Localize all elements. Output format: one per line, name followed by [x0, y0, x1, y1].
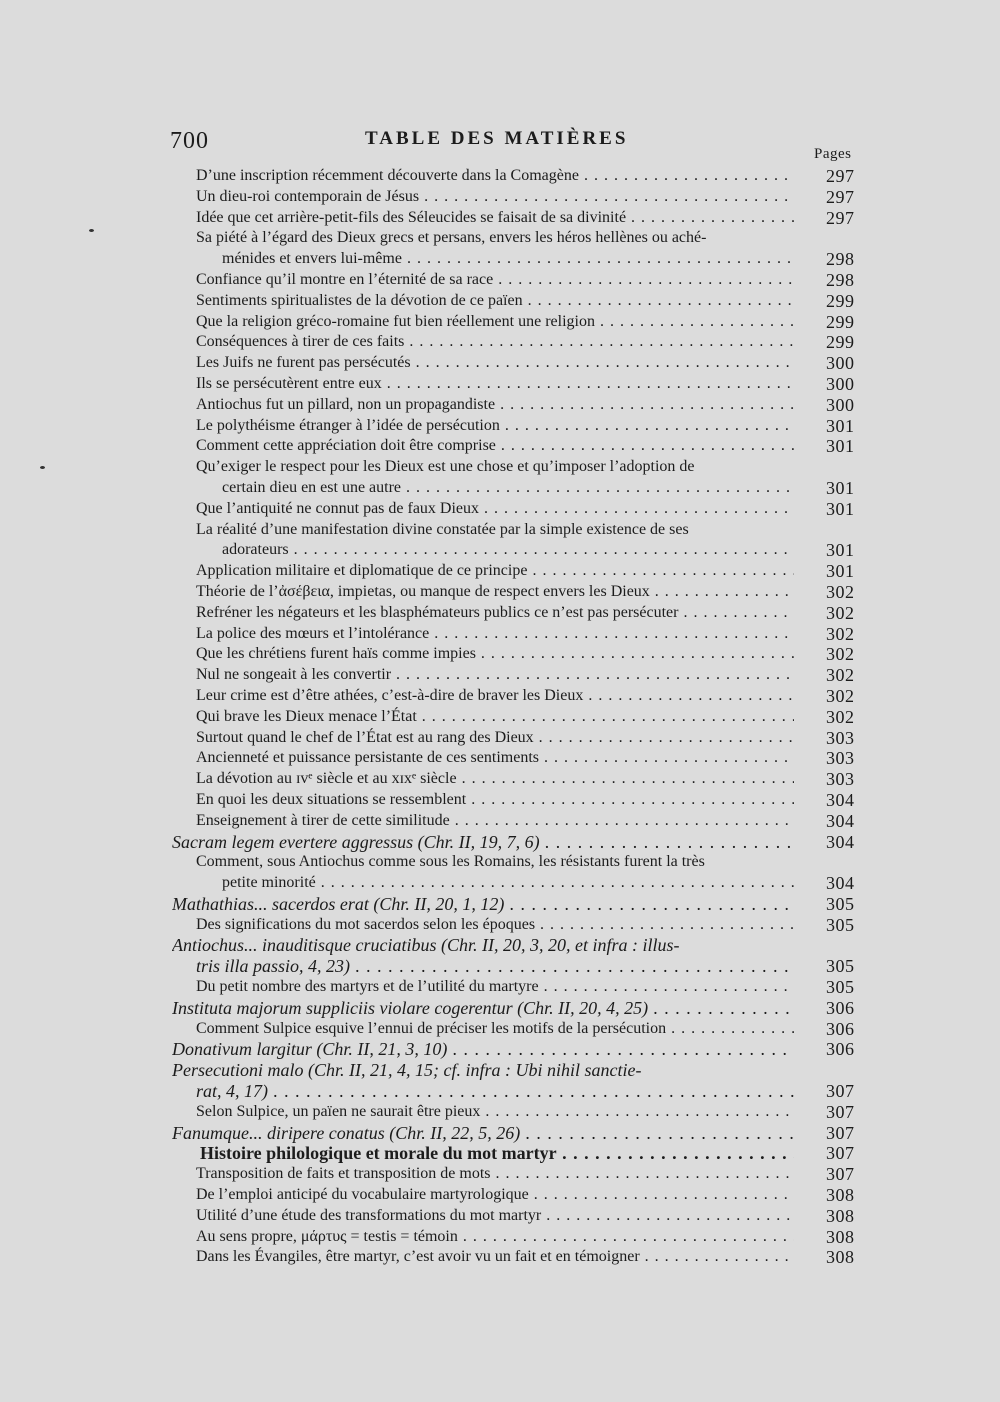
toc-entry-text: Sa piété à l’égard des Dieux grecs et persans, envers les héros hellènes ou aché- — [196, 229, 707, 247]
toc-entry-page: 305 — [826, 914, 855, 935]
toc-entry-page: 300 — [826, 353, 855, 374]
toc-entry-page: 304 — [826, 831, 855, 852]
toc-entry-text: Ils se persécutèrent entre eux . . . — [196, 374, 794, 395]
toc-entry — [0, 540, 1000, 561]
toc-entry-text: Théorie de l’ἀσέβεια, impietas, ou manque de respect envers les Dieux . . . — [196, 582, 794, 603]
toc-entry-page: 305 — [826, 893, 855, 914]
toc-entry — [0, 1164, 1000, 1185]
toc-entry-text: La police des mœurs et l’intolérance . . . — [196, 624, 794, 645]
toc-entry-page: 305 — [826, 977, 855, 998]
toc-entry-text: Leur crime est d’être athées, c’est-à-dire de braver les Dieux . . . — [196, 686, 794, 707]
toc-entry — [0, 1019, 1000, 1040]
page-number: 700 — [170, 128, 209, 154]
toc-entry-page: 307 — [826, 1122, 855, 1143]
toc-entry-page: 299 — [826, 332, 855, 353]
toc-entry — [0, 436, 1000, 457]
toc-entry — [0, 915, 1000, 936]
toc-entry — [0, 457, 1000, 478]
toc-entry — [0, 416, 1000, 437]
toc-entry — [0, 832, 1000, 853]
toc-entry-page: 301 — [826, 498, 855, 519]
toc-entry — [0, 228, 1000, 249]
toc-entry-text: Application militaire et diplomatique de ce principe . . . — [196, 561, 794, 582]
toc-entry — [0, 332, 1000, 353]
toc-entry-page: 297 — [826, 166, 855, 186]
toc-entry-text: Que l’antiquité ne connut pas de faux Dieux . . . — [196, 499, 794, 520]
toc-entry-text: petite minorité . . . — [222, 873, 794, 894]
toc-entry-text: Les Juifs ne furent pas persécutés . . . — [196, 353, 794, 374]
toc-entry-page: 302 — [826, 685, 855, 706]
toc-entry-text: Enseignement à tirer de cette similitude . . . — [196, 811, 794, 832]
toc-entry — [0, 478, 1000, 499]
toc-entry-page: 302 — [826, 623, 855, 644]
toc-entry — [0, 561, 1000, 582]
page-title: TABLE DES MATIÈRES — [365, 128, 629, 149]
toc-entry — [0, 707, 1000, 728]
toc-entry — [0, 270, 1000, 291]
toc-entry-text: Fanumque... diripere conatus (Chr. II, 22, 5, 26) . . . — [172, 1123, 794, 1144]
toc-entry — [0, 166, 1000, 187]
toc-entry-page: 303 — [826, 748, 855, 769]
toc-entry — [0, 1247, 1000, 1268]
toc-entry-text: Sacram legem evertere aggressus (Chr. II, 19, 7, 6) . . . — [172, 832, 794, 853]
toc-entry-page: 302 — [826, 602, 855, 623]
toc-entry-page: 307 — [826, 1164, 855, 1185]
toc-entry-text: La dévotion au ɪᴠᵉ siècle et au xɪxᵉ siècle . . . — [196, 769, 794, 790]
toc-entry — [0, 1102, 1000, 1123]
toc-entry-text: Selon Sulpice, un païen ne saurait être pieux . . . — [196, 1102, 794, 1123]
toc-entry — [0, 249, 1000, 270]
toc-entry-text: En quoi les deux situations se ressemblent . . . — [196, 790, 794, 811]
toc-entry — [0, 665, 1000, 686]
toc-entry-text: Sentiments spiritualistes de la dévotion de ce païen . . . — [196, 291, 794, 312]
toc-entry-page: 299 — [826, 290, 855, 311]
toc-entry — [0, 187, 1000, 208]
toc-entry — [0, 686, 1000, 707]
toc-entry — [0, 353, 1000, 374]
toc-entry — [0, 1039, 1000, 1060]
toc-entry-text: Nul ne songeait à les convertir . . . — [196, 665, 794, 686]
toc-entry — [0, 956, 1000, 977]
toc-entry-text: Persecutioni malo (Chr. II, 21, 4, 15; cf. infra : Ubi nihil sanctie- — [172, 1060, 642, 1081]
toc-entry-page: 301 — [826, 477, 855, 498]
toc-entry-page: 302 — [826, 581, 855, 602]
toc-entry-text: Des significations du mot sacerdos selon les époques . . . — [196, 915, 794, 936]
toc-entry — [0, 291, 1000, 312]
toc-entry-page: 303 — [826, 769, 855, 790]
toc-entry — [0, 935, 1000, 956]
toc-entry-page: 298 — [826, 249, 855, 270]
toc-entry-page: 300 — [826, 394, 855, 415]
toc-entry — [0, 728, 1000, 749]
toc-entry-page: 306 — [826, 997, 855, 1018]
toc-entry — [0, 873, 1000, 894]
toc-entry-page: 301 — [826, 415, 855, 436]
toc-entry-page: 308 — [826, 1185, 855, 1206]
toc-entry-text: Instituta majorum suppliciis violare cogerentur (Chr. II, 20, 4, 25) . . . — [172, 998, 794, 1019]
toc-entry — [0, 852, 1000, 873]
toc-entry-text: Du petit nombre des martyrs et de l’utilité du martyre . . . — [196, 977, 794, 998]
toc-entry — [0, 1227, 1000, 1248]
toc-entry-text: Que la religion gréco-romaine fut bien réellement une religion . . . — [196, 312, 794, 333]
toc-entry-text: Comment Sulpice esquive l’ennui de préciser les motifs de la persécution . . . — [196, 1019, 794, 1040]
toc-entry-page: 307 — [826, 1143, 855, 1164]
toc-entry-page: 308 — [826, 1205, 855, 1226]
toc-entry-page: 301 — [826, 540, 855, 561]
toc-entry-text: Ancienneté et puissance persistante de ces sentiments . . . — [196, 748, 794, 769]
toc-entry-page: 299 — [826, 311, 855, 332]
toc-entry — [0, 395, 1000, 416]
toc-entry-text: adorateurs . . . — [222, 540, 794, 561]
toc-entry — [0, 208, 1000, 229]
toc-entry — [0, 1060, 1000, 1081]
toc-entry-text: Un dieu-roi contemporain de Jésus . . . — [196, 187, 794, 208]
toc-entry-page: 297 — [826, 207, 855, 228]
toc-entry-text: Qui brave les Dieux menace l’État . . . — [196, 707, 794, 728]
toc-entry-page: 301 — [826, 436, 855, 457]
toc-entry — [0, 312, 1000, 333]
toc-entry-text: Comment cette appréciation doit être comprise . . . — [196, 436, 794, 457]
toc-entry-page: 297 — [826, 186, 855, 207]
toc-entry-text: ménides et envers lui-même . . . — [222, 249, 794, 270]
toc-entry — [0, 748, 1000, 769]
toc-entry — [0, 790, 1000, 811]
toc-entry-page: 302 — [826, 644, 855, 665]
toc-entry — [0, 499, 1000, 520]
toc-entry-text: Le polythéisme étranger à l’idée de persécution . . . — [196, 416, 794, 437]
toc-entry — [0, 998, 1000, 1019]
toc-entry-page: 306 — [826, 1039, 855, 1060]
toc-entry-text: rat, 4, 17) . . . — [196, 1081, 794, 1102]
toc-entry-text: Histoire philologique et morale du mot martyr . . . — [200, 1143, 794, 1164]
toc-entry-page: 300 — [826, 373, 855, 394]
toc-entry-page: 308 — [826, 1247, 855, 1268]
toc-entry-text: certain dieu en est une autre . . . — [222, 478, 794, 499]
toc-entry-page: 306 — [826, 1018, 855, 1039]
toc-entry-page: 302 — [826, 706, 855, 727]
toc-entry — [0, 603, 1000, 624]
toc-entry — [0, 769, 1000, 790]
toc-entry-page: 304 — [826, 789, 855, 810]
toc-entry — [0, 1143, 1000, 1164]
toc-entry-page: 305 — [826, 956, 855, 977]
toc-entry-page: 298 — [826, 269, 855, 290]
toc-entry — [0, 977, 1000, 998]
toc-entry-page: 307 — [826, 1101, 855, 1122]
toc-entry-text: Donativum largitur (Chr. II, 21, 3, 10) . . . — [172, 1039, 794, 1060]
toc-entry — [0, 811, 1000, 832]
toc-entry-page: 308 — [826, 1226, 855, 1247]
toc-entry-text: D’une inscription récemment découverte dans la Comagène . . . — [196, 166, 794, 187]
toc-entry-text: De l’emploi anticipé du vocabulaire martyrologique . . . — [196, 1185, 794, 1206]
toc-entry-text: Confiance qu’il montre en l’éternité de sa race . . . — [196, 270, 794, 291]
table-of-contents — [0, 166, 1000, 1268]
toc-entry-text: Antiochus... inauditisque cruciatibus (Chr. II, 20, 3, 20, et infra : illus- — [172, 935, 680, 956]
toc-entry-text: Idée que cet arrière-petit-fils des Séleucides se faisait de sa divinité . . . — [196, 208, 794, 229]
toc-entry-text: Qu’exiger le respect pour les Dieux est une chose et qu’imposer l’adoption de — [196, 458, 695, 476]
toc-entry-text: Comment, sous Antiochus comme sous les Romains, les résistants furent la très — [196, 853, 705, 871]
toc-entry-page: 302 — [826, 665, 855, 686]
toc-entry — [0, 894, 1000, 915]
toc-entry-page: 304 — [826, 873, 855, 894]
toc-entry — [0, 374, 1000, 395]
toc-entry-text: Conséquences à tirer de ces faits . . . — [196, 332, 794, 353]
toc-entry — [0, 1081, 1000, 1102]
toc-entry-text: Refréner les négateurs et les blasphémateurs publics ce n’est pas persécuter . . . — [196, 603, 794, 624]
toc-entry-page: 307 — [826, 1081, 855, 1102]
toc-entry-page: 304 — [826, 810, 855, 831]
toc-entry-text: Transposition de faits et transposition de mots . . . — [196, 1164, 794, 1185]
toc-entry-text: Au sens propre, μάρτυς = testis = témoin . . . — [196, 1227, 794, 1248]
toc-entry-text: tris illa passio, 4, 23) . . . — [196, 956, 794, 977]
toc-entry-text: Utilité d’une étude des transformations du mot martyr . . . — [196, 1206, 794, 1227]
toc-entry-text: Que les chrétiens furent haïs comme impies . . . — [196, 644, 794, 665]
toc-entry-text: Surtout quand le chef de l’État est au rang des Dieux . . . — [196, 728, 794, 749]
toc-entry-text: Antiochus fut un pillard, non un propagandiste . . . — [196, 395, 794, 416]
toc-entry-text: La réalité d’une manifestation divine constatée par la simple existence de ses — [196, 520, 689, 538]
toc-entry — [0, 1185, 1000, 1206]
toc-entry — [0, 582, 1000, 603]
toc-entry — [0, 520, 1000, 541]
pages-column-header: Pages — [814, 146, 852, 162]
toc-entry-text: Dans les Évangiles, être martyr, c’est avoir vu un fait et en témoigner . . . — [196, 1247, 794, 1268]
toc-entry — [0, 1123, 1000, 1144]
toc-entry — [0, 644, 1000, 665]
toc-entry — [0, 624, 1000, 645]
toc-entry-page: 301 — [826, 561, 855, 582]
toc-entry-page: 303 — [826, 727, 855, 748]
toc-entry — [0, 1206, 1000, 1227]
toc-entry-text: Mathathias... sacerdos erat (Chr. II, 20, 1, 12) . . . — [172, 894, 794, 915]
